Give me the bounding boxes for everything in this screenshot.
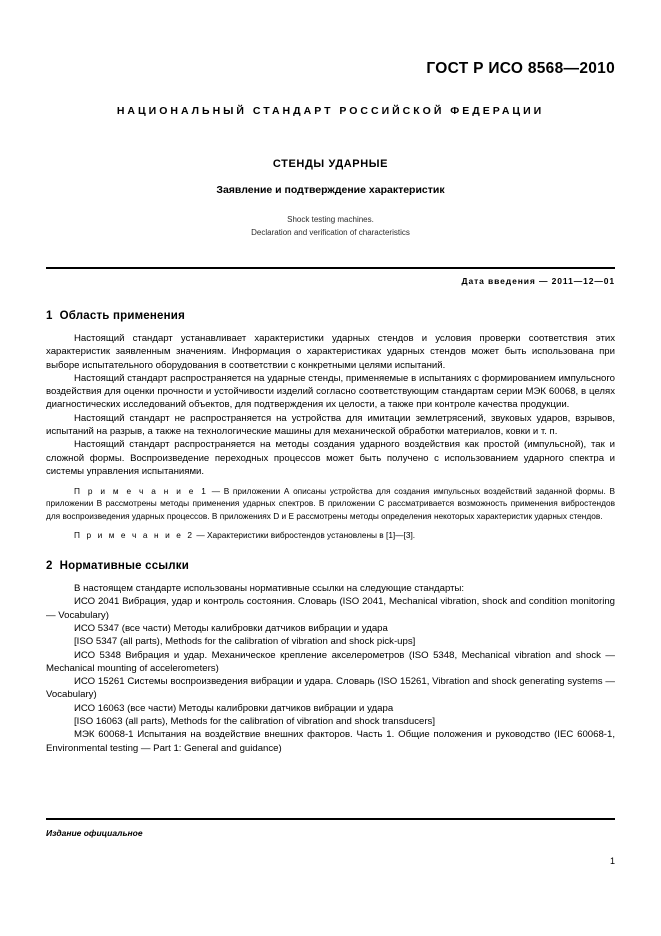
document-body (46, 310, 615, 755)
english-title-line-2: Declaration and verification of characteristics (251, 228, 410, 237)
section-1-paragraph-1: Настоящий стандарт устанавливает характеристики ударных стендов и условия проверки соответствия этих характеристик заявленным значениям. Информация о характеристиках ударных стендов может быть использована при выборе испытательного оборудования в соответствии с конкретными целями испытаний. (46, 333, 615, 371)
reference-iso-2041: ИСО 2041 Вибрация, удар и контроль состояния. Словарь (ISO 2041, Mechanical vibration, shock and condition monitoring — Vocabulary) (46, 596, 615, 621)
section-2-number: 2 (46, 560, 53, 573)
national-standard-line: НАЦИОНАЛЬНЫЙ СТАНДАРТ РОССИЙСКОЙ ФЕДЕРАЦИИ (116, 105, 545, 117)
reference-iso-16063-en: [ISO 16063 (all parts), Methods for the calibration of vibration and shock transducers] (74, 716, 436, 728)
document-number: ГОСТ Р ИСО 8568—2010 (426, 60, 615, 77)
section-2-lead-in: В настоящем стандарте использованы нормативные ссылки на следующие стандарты: (74, 583, 465, 595)
section-1-title: Область применения (59, 310, 185, 322)
section-2-title: Нормативные ссылки (59, 560, 190, 573)
reference-iso-15261: ИСО 15261 Системы воспроизведения вибрации и удара. Словарь (ISO 15261, Vibration and shock generating systems — Vocabulary) (46, 676, 615, 701)
reference-iso-5347-en: [ISO 5347 (all parts), Methods for the calibration of vibration and shock pick-ups] (74, 636, 416, 648)
date-of-introduction: Дата введения — 2011—12—01 (461, 276, 615, 286)
section-1-paragraph-4: Настоящий стандарт распространяется на методы создания ударного воздействия как простой (импульсной), так и сложной формы. Воспроизведение переходных процессов может быть получено с использованием ударного спектра и системы управления испытаниями. (46, 439, 615, 477)
english-title-line-1: Shock testing machines. (287, 215, 374, 224)
note-1-label: П р и м е ч а н и е 1 (74, 486, 208, 497)
reference-iso-5347-ru: ИСО 5347 (все части) Методы калибровки датчиков вибрации и удара (74, 622, 388, 634)
document-subtitle: Заявление и подтверждение характеристик (216, 184, 445, 196)
reference-iso-16063-ru: ИСО 16063 (все части) Методы калибровки датчиков вибрации и удара (74, 702, 394, 714)
reference-iec-60068-1: МЭК 60068-1 Испытания на воздействие внешних факторов. Часть 1. Общие положения и руководство (IEC 60068-1, Environmental testing — Part 1: General and guidance) (46, 729, 615, 754)
page-number: 1 (609, 856, 615, 866)
document-title: СТЕНДЫ УДАРНЫЕ (272, 158, 389, 170)
section-1-paragraph-2: Настоящий стандарт распространяется на ударные стенды, применяемые в испытаниях с формированием импульсного воздействия для оценки прочности и устойчивости изделий согласно соответствующим стандартам серии МЭК 60068, в целях диагностических исследований объектов, для подтверждения их целости, а также при контроле качества продукции. (46, 372, 615, 411)
official-edition-note: Издание официальное (46, 828, 143, 838)
note-1-text: — В приложении А описаны устройства для создания импульсных воздействий заданной формы. В приложении В рассмотрены методы применения ударных спектров. В приложении С рассматривается возможность применения вибростендов для воспроизведения ударных процессов. В приложениях D и Е рассмотрены методы определения некоторых характеристик ударных стендов. (46, 486, 615, 521)
reference-iso-5348: ИСО 5348 Вибрация и удар. Механическое крепление акселерометров (ISO 5348, Mechanical vibration and shock — Mechanical mounting of accelerometers) (46, 649, 615, 674)
section-2-heading (46, 560, 615, 572)
note-2-text: — Характеристики вибростендов установлены в [1]—[3]. (194, 529, 416, 540)
note-2-label: П р и м е ч а н и е 2 (74, 529, 195, 540)
document-title-english (46, 213, 615, 239)
footer-divider (46, 818, 615, 820)
section-1-note-2 (46, 529, 615, 541)
section-1-number: 1 (46, 310, 53, 322)
header-divider (46, 267, 615, 269)
section-1-paragraph-3: Настоящий стандарт не распространяется на устройства для имитации землетрясений, звуковых ударов, взрывов, испытаний на разрыв, а также на технологические машины для механической обработки материалов, ковки и т. п. (46, 412, 615, 438)
section-1-note-1 (46, 485, 615, 522)
section-1-heading (46, 310, 615, 322)
